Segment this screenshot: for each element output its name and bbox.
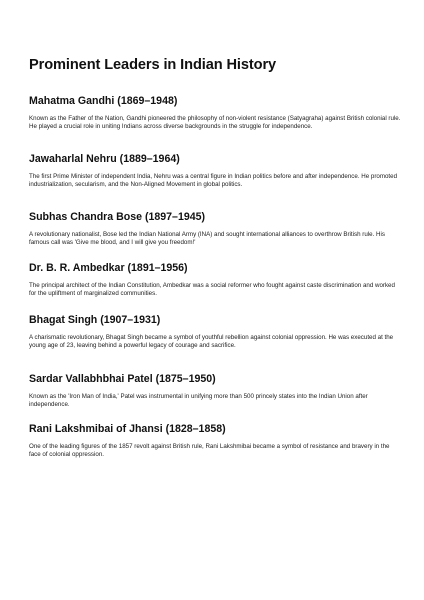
section-heading: Rani Lakshmibai of Jhansi (1828–1858) (29, 423, 226, 435)
section-body: A charismatic revolutionary, Bhagat Singh became a symbol of youthful rebellion against colonial oppression. He was executed at the young age of 23, leaving behind a powerful legacy of courage and sacrifice. (29, 334, 394, 350)
section-heading: Bhagat Singh (1907–1931) (29, 314, 161, 326)
section-heading: Dr. B. R. Ambedkar (1891–1956) (29, 262, 188, 274)
section-heading: Mahatma Gandhi (1869–1948) (29, 95, 178, 107)
leader-section-patel (29, 373, 401, 410)
section-body: A revolutionary nationalist, Bose led the Indian National Army (INA) and sought international alliances to overthrow British rule. His famous call was 'Give me blood, and I will give you freedom!' (29, 231, 385, 247)
section-heading: Subhas Chandra Bose (1897–1945) (29, 211, 206, 223)
section-body: The first Prime Minister of independent India, Nehru was a central figure in Indian politics before and after independence. He promoted industrialization, secularism, and the Non-Aligned Movement in global politics. (29, 173, 398, 189)
section-heading: Sardar Vallabhbhai Patel (1875–1950) (29, 373, 216, 385)
leader-section-ambedkar (29, 262, 401, 299)
leader-section-bhagat-singh (29, 314, 401, 351)
leader-section-lakshmibai (29, 423, 401, 460)
leader-section-nehru (29, 153, 401, 190)
document-title: Prominent Leaders in Indian History (29, 57, 277, 73)
section-body: One of the leading figures of the 1857 revolt against British rule, Rani Lakshmibai became a symbol of resistance and bravery in the face of colonial oppression. (29, 443, 390, 459)
section-heading: Jawaharlal Nehru (1889–1964) (29, 153, 180, 165)
leader-section-gandhi (29, 95, 401, 132)
leader-section-bose (29, 211, 401, 248)
section-body: The principal architect of the Indian Constitution, Ambedkar was a social reformer who fought against caste discrimination and worked for the upliftment of marginalized communities. (29, 282, 395, 298)
section-body: Known as the 'Iron Man of India,' Patel was instrumental in unifying more than 500 princely states into the Indian Union after independence. (29, 393, 368, 409)
section-body: Known as the Father of the Nation, Gandhi pioneered the philosophy of non-violent resistance (Satyagraha) against British colonial rule. He played a crucial role in uniting Indians across diverse backgrounds in the struggle for independence. (29, 115, 401, 131)
